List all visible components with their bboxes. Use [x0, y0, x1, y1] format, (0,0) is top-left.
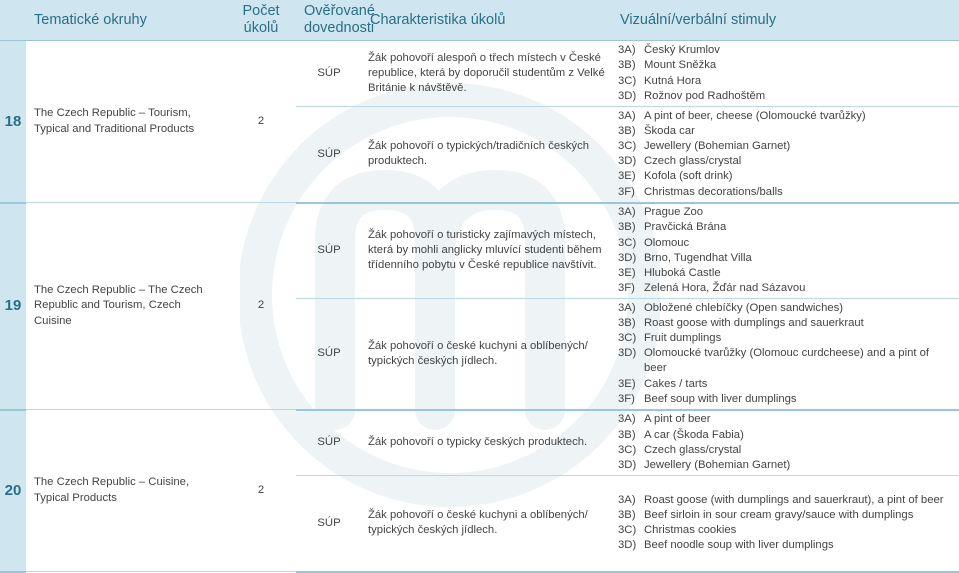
stimulus-item [618, 74, 953, 89]
table-body [0, 41, 959, 572]
stimulus-item [618, 428, 953, 443]
stimulus-label: 3C) [618, 236, 637, 249]
stimulus-label: 3B) [618, 59, 636, 72]
stimulus-item [618, 185, 953, 200]
stimulus-text: Rožnov pod Radhoštěm [644, 89, 766, 102]
stimulus-text: Hluboká Castle [644, 266, 721, 279]
stimuli-cell [612, 476, 959, 572]
stimuli-cell [612, 410, 959, 476]
stimulus-text: Prague Zoo [644, 206, 704, 219]
stimulus-label: 3E) [618, 266, 636, 279]
stimulus-label: 3C) [618, 443, 637, 456]
stimulus-item [618, 43, 953, 58]
stimulus-item [618, 377, 953, 392]
stimulus-label: 3A) [618, 206, 636, 219]
topic-cell: The Czech Republic – The Czech Republic and Tourism, Czech Cuisine [26, 203, 226, 410]
skill-cell: SÚP [296, 476, 362, 572]
table-row [0, 41, 959, 107]
stimulus-label: 3D) [618, 251, 637, 264]
stimulus-text: Jewellery (Bohemian Garnet) [644, 140, 791, 153]
characteristic-cell: Žák pohovoří o typicky českých produktech. [362, 410, 612, 476]
stimulus-text: A pint of beer [644, 413, 711, 426]
stimulus-label: 3B) [618, 428, 636, 441]
task-count: 2 [226, 41, 296, 203]
stimulus-item [618, 412, 953, 427]
stimulus-text: Czech glass/crystal [644, 443, 742, 456]
stimulus-item [618, 508, 953, 523]
stimulus-text: Pravčická Brána [644, 221, 727, 234]
stimulus-item [618, 443, 953, 458]
stimuli-cell [612, 203, 959, 299]
stimulus-item [618, 538, 953, 553]
stimulus-text: Beef noodle soup with liver dumplings [644, 539, 834, 552]
stimulus-text: Christmas cookies [644, 524, 737, 537]
stimulus-item [618, 236, 953, 251]
stimulus-text: Beef soup with liver dumplings [644, 392, 797, 405]
task-count: 2 [226, 203, 296, 410]
table-row [0, 410, 959, 476]
stimulus-item [618, 109, 953, 124]
stimulus-item [618, 251, 953, 266]
header-count: Počet úkolů [226, 0, 296, 41]
stimulus-text: Mount Sněžka [644, 59, 717, 72]
stimulus-text: Cakes / tarts [644, 377, 708, 390]
table-row [0, 203, 959, 299]
stimulus-item [618, 281, 953, 296]
table-header-row [0, 0, 959, 41]
stimulus-label: 3E) [618, 377, 636, 390]
stimuli-cell [612, 299, 959, 410]
stimulus-item [618, 154, 953, 169]
stimulus-text: A pint of beer, cheese (Olomoucké tvarůžky) [644, 109, 866, 122]
topic-cell: The Czech Republic – Tourism, Typical and Traditional Products [26, 41, 226, 203]
stimulus-text: Brno, Tugendhat Villa [644, 251, 752, 264]
stimulus-text: Zelená Hora, Žďár nad Sázavou [644, 282, 806, 295]
stimulus-label: 3A) [618, 493, 636, 506]
stimulus-label: 3B) [618, 316, 636, 329]
stimulus-label: 3C) [618, 74, 637, 87]
header-topic: Tematické okruhy [26, 0, 226, 41]
header-number [0, 0, 26, 41]
stimulus-item [618, 89, 953, 104]
skill-cell: SÚP [296, 299, 362, 410]
stimulus-label: 3B) [618, 221, 636, 234]
characteristic-cell: Žák pohovoří alespoň o třech místech v České republice, která by doporučil studentům z Velké Británie k návštěvě. [362, 41, 612, 107]
stimulus-item [618, 523, 953, 538]
stimulus-text: Fruit dumplings [644, 331, 722, 344]
stimulus-label: 3F) [618, 185, 635, 198]
stimulus-text: Český Krumlov [644, 44, 720, 57]
characteristic-cell: Žák pohovoří o české kuchyni a oblíbených/ typických českých jídlech. [362, 299, 612, 410]
row-number: 18 [0, 41, 26, 203]
stimulus-item [618, 392, 953, 407]
stimulus-label: 3D) [618, 539, 637, 552]
stimulus-label: 3C) [618, 524, 637, 537]
stimulus-label: 3D) [618, 155, 637, 168]
header-stimuli: Vizuální/verbální stimuly [612, 0, 959, 41]
skill-cell: SÚP [296, 41, 362, 107]
stimulus-text: Olomouc [644, 236, 690, 249]
stimulus-item [618, 266, 953, 281]
stimulus-item [618, 458, 953, 473]
characteristic-cell: Žák pohovoří o české kuchyni a oblíbených/ typických českých jídlech. [362, 476, 612, 572]
characteristic-cell: Žák pohovoří o typických/tradičních českých produktech. [362, 107, 612, 203]
characteristic-cell: Žák pohovoří o turisticky zajímavých místech, která by mohli anglicky mluvící studenti během třídenního pobytu v České republice navštívit. [362, 203, 612, 299]
row-number: 20 [0, 410, 26, 572]
stimulus-text: Beef sirloin in sour cream gravy/sauce with dumplings [644, 509, 914, 522]
stimulus-text: Jewellery (Bohemian Garnet) [644, 458, 791, 471]
stimulus-text: Kofola (soft drink) [644, 170, 733, 183]
stimulus-item [618, 316, 953, 331]
stimulus-text: Czech glass/crystal [644, 155, 742, 168]
row-number: 19 [0, 203, 26, 410]
stimulus-label: 3B) [618, 509, 636, 522]
stimulus-item [618, 493, 953, 508]
stimulus-text: Kutná Hora [644, 74, 702, 87]
skill-cell: SÚP [296, 107, 362, 203]
stimulus-text: Obložené chlebíčky (Open sandwiches) [644, 301, 844, 314]
stimulus-label: 3D) [618, 458, 637, 471]
stimulus-label: 3A) [618, 109, 636, 122]
stimulus-label: 3C) [618, 331, 637, 344]
stimulus-item [618, 205, 953, 220]
stimulus-text: Škoda car [644, 124, 695, 137]
stimulus-label: 3D) [618, 89, 637, 102]
stimulus-item [618, 139, 953, 154]
header-skills: Ověřované dovednosti [296, 0, 362, 41]
skill-cell: SÚP [296, 410, 362, 476]
stimulus-text: A car (Škoda Fabia) [644, 428, 744, 441]
stimulus-label: 3D) [618, 347, 637, 360]
stimulus-text: Roast goose (with dumplings and sauerkraut), a pint of beer [644, 493, 944, 506]
stimuli-cell [612, 107, 959, 203]
stimulus-label: 3C) [618, 140, 637, 153]
stimulus-item [618, 331, 953, 346]
task-count: 2 [226, 410, 296, 572]
stimulus-text: Olomoucké tvarůžky (Olomouc curdcheese) and a pint of beer [644, 347, 930, 375]
stimulus-item [618, 220, 953, 235]
stimulus-label: 3F) [618, 392, 635, 405]
stimulus-label: 3A) [618, 301, 636, 314]
stimulus-text: Roast goose with dumplings and sauerkraut [644, 316, 864, 329]
topic-cell: The Czech Republic – Cuisine, Typical Products [26, 410, 226, 572]
skill-cell: SÚP [296, 203, 362, 299]
stimulus-item [618, 169, 953, 184]
stimulus-label: 3B) [618, 124, 636, 137]
stimulus-item [618, 301, 953, 316]
stimulus-label: 3A) [618, 413, 636, 426]
stimulus-item [618, 58, 953, 73]
header-characteristics: Charakteristika úkolů [362, 0, 612, 41]
stimulus-item [618, 124, 953, 139]
stimulus-label: 3E) [618, 170, 636, 183]
stimuli-cell [612, 41, 959, 107]
stimulus-label: 3A) [618, 44, 636, 57]
stimulus-item [618, 346, 953, 376]
stimulus-label: 3F) [618, 282, 635, 295]
stimulus-text: Christmas decorations/balls [644, 185, 783, 198]
